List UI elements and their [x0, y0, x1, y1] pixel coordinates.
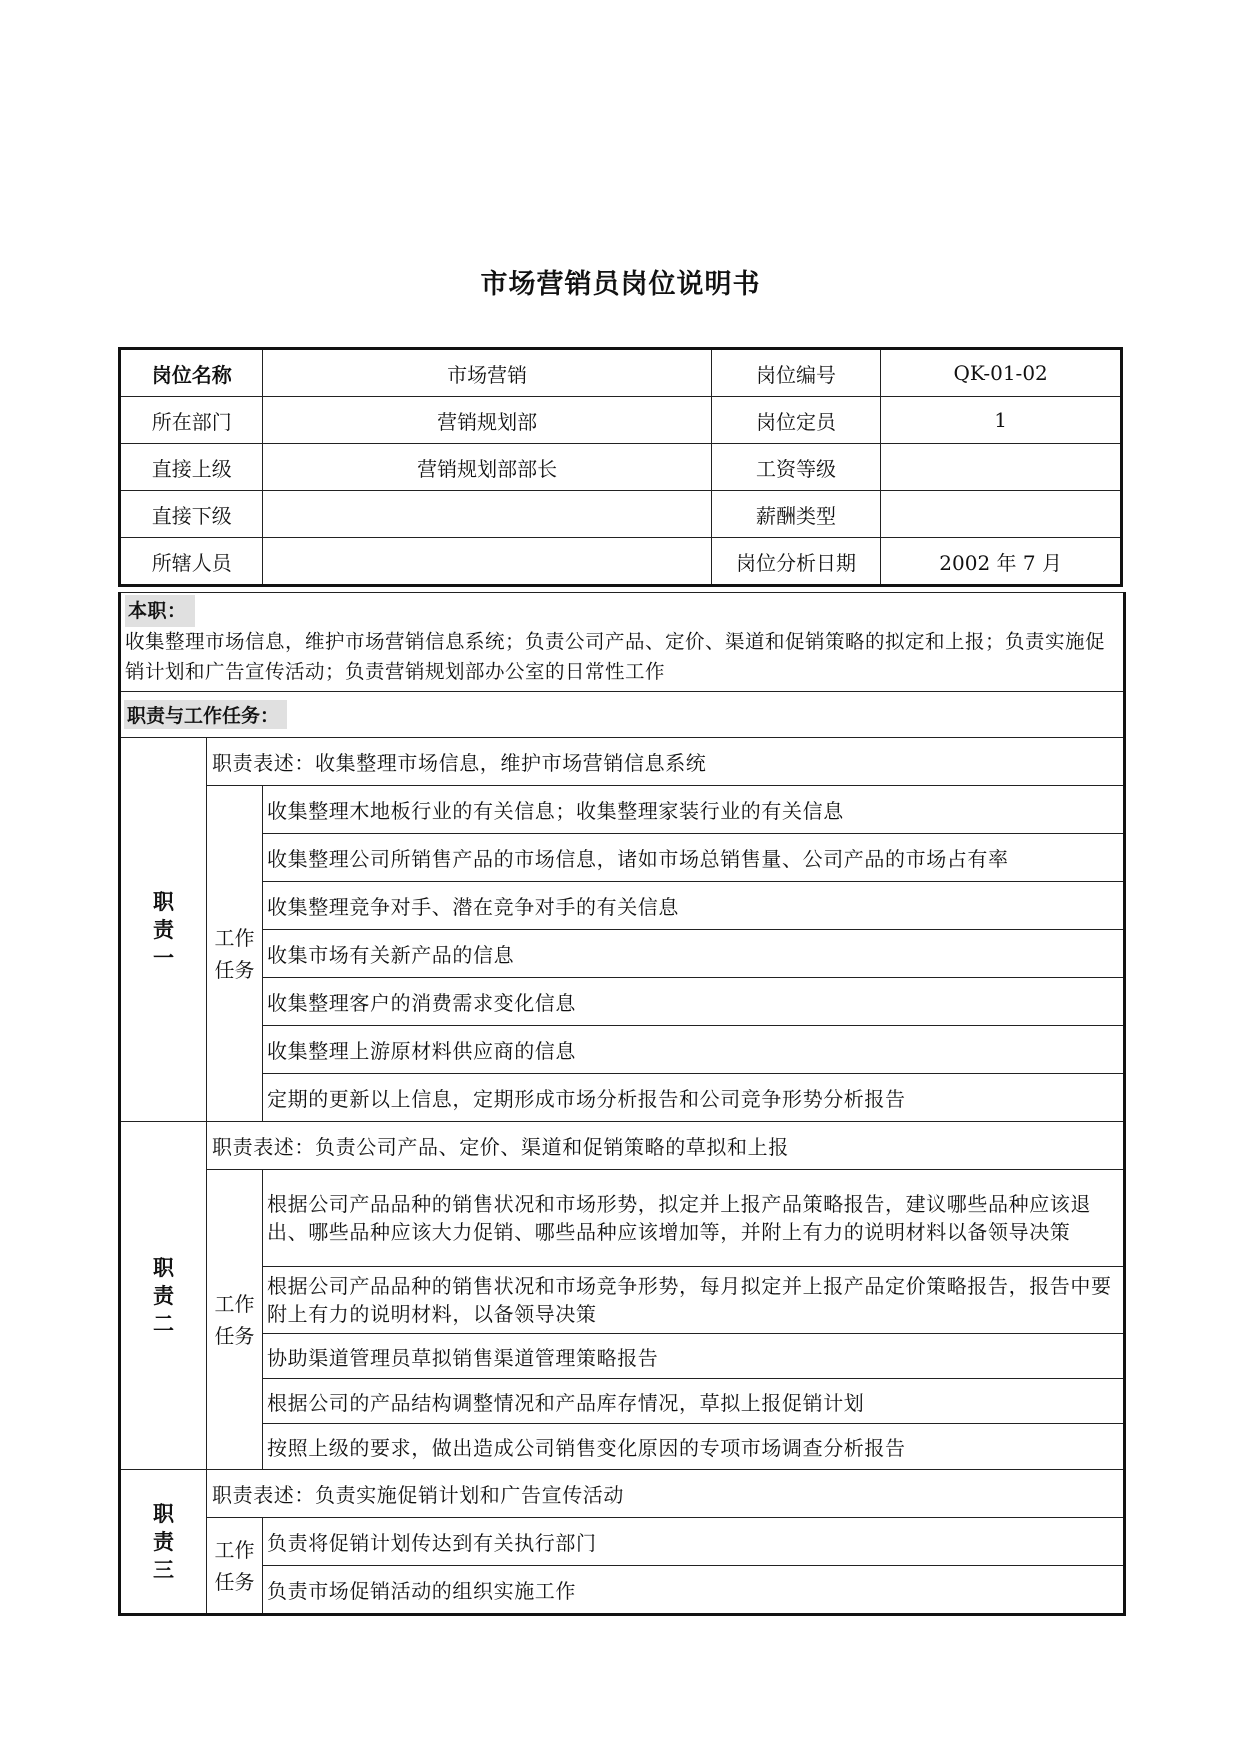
duty-statement: 职责表述：负责实施促销计划和广告宣传活动 [207, 1470, 1125, 1518]
info-value [881, 444, 1122, 491]
info-label: 直接上级 [120, 444, 263, 491]
task-item: 根据公司产品品种的销售状况和市场竞争形势，每月拟定并上报产品定价策略报告，报告中要附上有力的说明材料，以备领导决策 [263, 1267, 1125, 1334]
info-value [263, 491, 711, 538]
task-label: 工作任务 [207, 1170, 263, 1470]
task-item: 负责市场促销活动的组织实施工作 [263, 1566, 1125, 1615]
duty-statement: 职责表述：负责公司产品、定价、渠道和促销策略的草拟和上报 [207, 1122, 1125, 1170]
info-value [263, 538, 711, 586]
task-item: 按照上级的要求，做出造成公司销售变化原因的专项市场调查分析报告 [263, 1424, 1125, 1470]
info-value: 营销规划部 [263, 397, 711, 444]
task-label: 工作任务 [207, 786, 263, 1122]
info-value: 2002 年 7 月 [881, 538, 1122, 586]
info-label: 工资等级 [711, 444, 881, 491]
task-item: 根据公司产品品种的销售状况和市场形势，拟定并上报产品策略报告，建议哪些品种应该退出、哪些品种应该大力促销、哪些品种应该增加等，并附上有力的说明材料以备领导决策 [263, 1170, 1125, 1267]
position-info-table [118, 347, 1123, 587]
duties-table [118, 592, 1126, 1616]
task-item: 收集整理公司所销售产品的市场信息，诸如市场总销售量、公司产品的市场占有率 [263, 834, 1125, 882]
info-row [120, 444, 1122, 491]
info-label: 岗位编号 [711, 349, 881, 397]
info-label: 岗位定员 [711, 397, 881, 444]
task-label: 工作任务 [207, 1518, 263, 1615]
info-value: 1 [881, 397, 1122, 444]
duty-name-text: 职责二 [153, 1255, 174, 1336]
task-item: 负责将促销计划传达到有关执行部门 [263, 1518, 1125, 1566]
main-duty-text: 收集整理市场信息，维护市场营销信息系统；负责公司产品、定价、渠道和促销策略的拟定和上报；负责实施促销计划和广告宣传活动；负责营销规划部办公室的日常性工作 [125, 630, 1106, 683]
task-item: 根据公司的产品结构调整情况和产品库存情况，草拟上报促销计划 [263, 1379, 1125, 1424]
duty-name [120, 738, 207, 1122]
task-item: 收集整理上游原材料供应商的信息 [263, 1026, 1125, 1074]
page-title: 市场营销员岗位说明书 [480, 269, 761, 300]
main-duty-cell [120, 593, 1125, 692]
task-item: 收集市场有关新产品的信息 [263, 930, 1125, 978]
duty-statement: 职责表述：收集整理市场信息，维护市场营销信息系统 [207, 738, 1125, 786]
duty-name-text: 职责三 [153, 1501, 174, 1582]
main-duty-label: 本职： [125, 595, 195, 627]
info-row [120, 538, 1122, 586]
info-value [881, 491, 1122, 538]
duty-name [120, 1470, 207, 1615]
duties-header [120, 692, 1125, 738]
info-row [120, 349, 1122, 397]
task-item: 收集整理木地板行业的有关信息；收集整理家装行业的有关信息 [263, 786, 1125, 834]
info-value: 营销规划部部长 [263, 444, 711, 491]
task-item: 收集整理竞争对手、潜在竞争对手的有关信息 [263, 882, 1125, 930]
task-item: 定期的更新以上信息，定期形成市场分析报告和公司竞争形势分析报告 [263, 1074, 1125, 1122]
info-label: 岗位名称 [120, 349, 263, 397]
task-item: 协助渠道管理员草拟销售渠道管理策略报告 [263, 1334, 1125, 1379]
info-label: 所在部门 [120, 397, 263, 444]
duty-name-text: 职责一 [153, 889, 174, 970]
duties-label: 职责与工作任务： [124, 700, 287, 729]
info-row [120, 397, 1122, 444]
info-label: 岗位分析日期 [711, 538, 881, 586]
info-label: 直接下级 [120, 491, 263, 538]
info-value: QK-01-02 [881, 349, 1122, 397]
info-label: 薪酬类型 [711, 491, 881, 538]
info-row [120, 491, 1122, 538]
task-item: 收集整理客户的消费需求变化信息 [263, 978, 1125, 1026]
duty-name [120, 1122, 207, 1470]
info-label: 所辖人员 [120, 538, 263, 586]
info-value: 市场营销 [263, 349, 711, 397]
